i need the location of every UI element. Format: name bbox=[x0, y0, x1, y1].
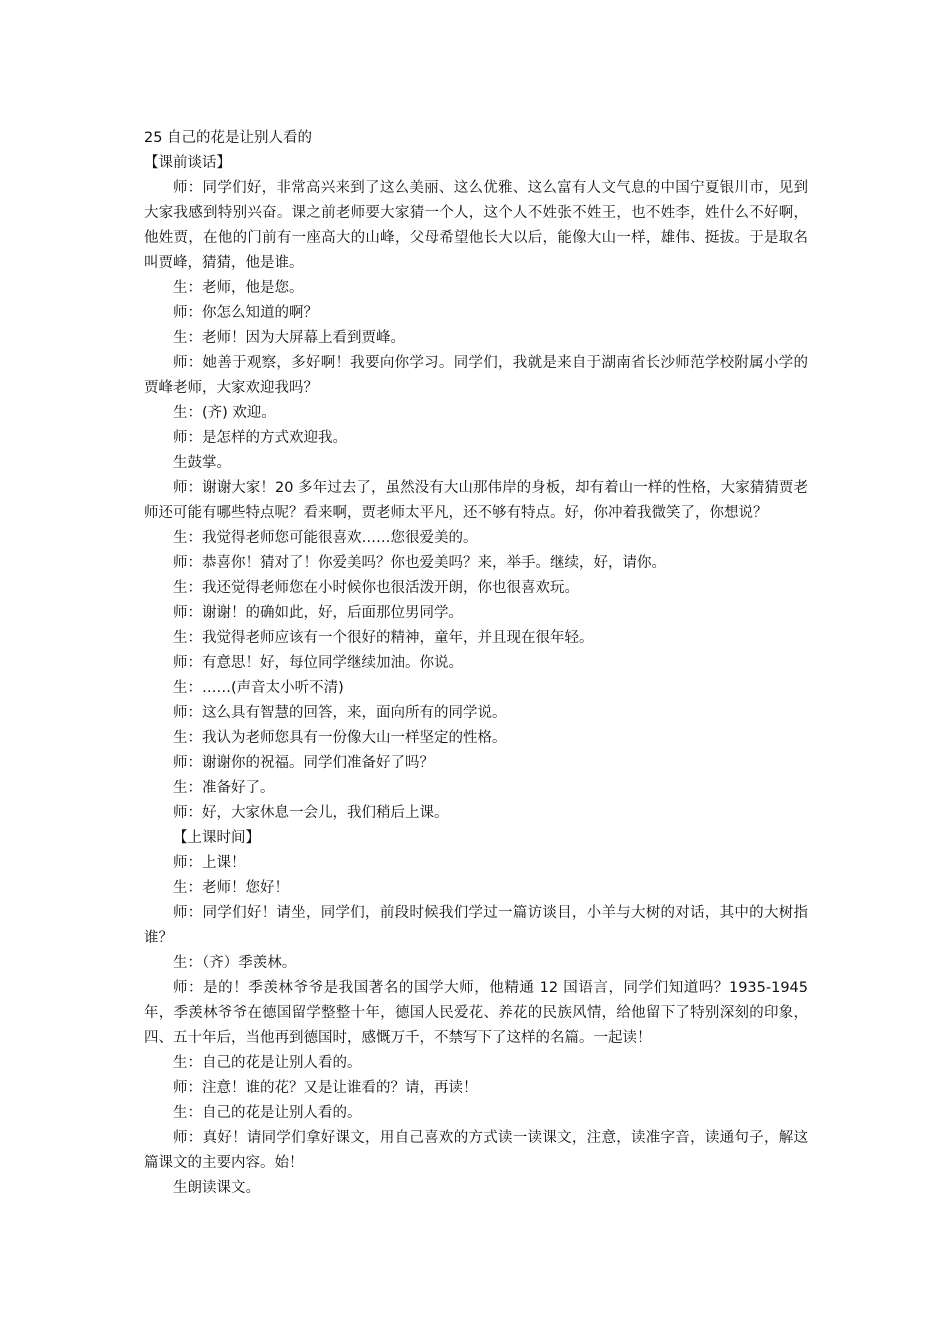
paragraph: 师：是的！季羡林爷爷是我国著名的国学大师，他精通 12 国语言，同学们知道吗？1935-1945 年，季羡林爷爷在德国留学整整十年，德国人民爱花、养花的民族风情，给他留下了特别深刻的印象，四、五十年后，当他再到德国时，感慨万千，不禁写下了这样的名篇。一起读！ bbox=[144, 980, 808, 1046]
paragraph: 生：老师！您好！ bbox=[173, 880, 289, 896]
paragraph: 师：同学们好！请坐，同学们，前段时候我们学过一篇访谈目，小羊与大树的对话，其中的大树指谁？ bbox=[144, 905, 808, 946]
paragraph: 师：她善于观察，多好啊！我要向你学习。同学们，我就是来自于湖南省长沙师范学校附属小学的贾峰老师，大家欢迎我吗？ bbox=[144, 355, 808, 396]
paragraph: 生：我觉得老师您可能很喜欢……您很爱美的。 bbox=[173, 530, 478, 546]
paragraph: 【上课时间】 bbox=[173, 830, 260, 846]
document-body bbox=[144, 126, 808, 1201]
paragraph: 生：（齐）季羡林。 bbox=[173, 955, 297, 971]
paragraph: 生朗读课文。 bbox=[173, 1180, 260, 1196]
paragraph: 师：好，大家休息一会儿，我们稍后上课。 bbox=[173, 805, 449, 821]
paragraph: 师：真好！请同学们拿好课文，用自己喜欢的方式读一读课文，注意，读准字音，读通句子，解这篇课文的主要内容。始！ bbox=[144, 1130, 808, 1171]
paragraph: 生：自己的花是让别人看的。 bbox=[173, 1055, 362, 1071]
paragraph: 师：注意！谁的花？又是让谁看的？请，再读！ bbox=[173, 1080, 478, 1096]
paragraph: 师：谢谢大家！20 多年过去了，虽然没有大山那伟岸的身板，却有着山一样的性格，大家猜猜贾老师还可能有哪些特点呢？看来啊，贾老师太平凡，还不够有特点。好，你冲着我微笑了，你想说？ bbox=[144, 480, 808, 521]
paragraph-list bbox=[144, 151, 808, 1201]
paragraph: 师：谢谢！的确如此，好，后面那位男同学。 bbox=[173, 605, 463, 621]
paragraph: 生：我觉得老师应该有一个很好的精神，童年，并且现在很年轻。 bbox=[173, 630, 594, 646]
paragraph: 师：同学们好，非常高兴来到了这么美丽、这么优雅、这么富有人文气息的中国宁夏银川市，见到大家我感到特别兴奋。课之前老师要大家猜一个人，这个人不姓张不姓王，也不姓李，姓什么不好啊，他姓贾，在他的门前有一座高大的山峰，父母希望他长大以后，能像大山一样，雄伟、挺拔。于是取名叫贾峰，猜猜，他是谁。 bbox=[144, 180, 808, 271]
paragraph: 生：(齐) 欢迎。 bbox=[173, 405, 276, 421]
paragraph: 师：这么具有智慧的回答，来，面向所有的同学说。 bbox=[173, 705, 507, 721]
paragraph: 师：有意思！好，每位同学继续加油。你说。 bbox=[173, 655, 463, 671]
paragraph: 生：老师，他是您。 bbox=[173, 280, 304, 296]
paragraph: 师：是怎样的方式欢迎我。 bbox=[173, 430, 347, 446]
paragraph: 师：你怎么知道的啊？ bbox=[173, 305, 318, 321]
paragraph: 师：恭喜你！猜对了！你爱美吗？你也爱美吗？来，举手。继续，好，请你。 bbox=[173, 555, 666, 571]
paragraph: 生鼓掌。 bbox=[173, 455, 231, 471]
paragraph: 【课前谈话】 bbox=[144, 155, 231, 171]
paragraph: 生：自己的花是让别人看的。 bbox=[173, 1105, 362, 1121]
paragraph: 生：我认为老师您具有一份像大山一样坚定的性格。 bbox=[173, 730, 507, 746]
paragraph: 生：我还觉得老师您在小时候你也很活泼开朗，你也很喜欢玩。 bbox=[173, 580, 579, 596]
paragraph: 生：老师！因为大屏幕上看到贾峰。 bbox=[173, 330, 405, 346]
paragraph: 生：准备好了。 bbox=[173, 780, 275, 796]
document-title: 25 自己的花是让别人看的 bbox=[144, 130, 313, 146]
paragraph: 师：上课！ bbox=[173, 855, 246, 871]
paragraph: 师：谢谢你的祝福。同学们准备好了吗？ bbox=[173, 755, 434, 771]
paragraph: 生：……(声音太小听不清) bbox=[173, 680, 344, 696]
